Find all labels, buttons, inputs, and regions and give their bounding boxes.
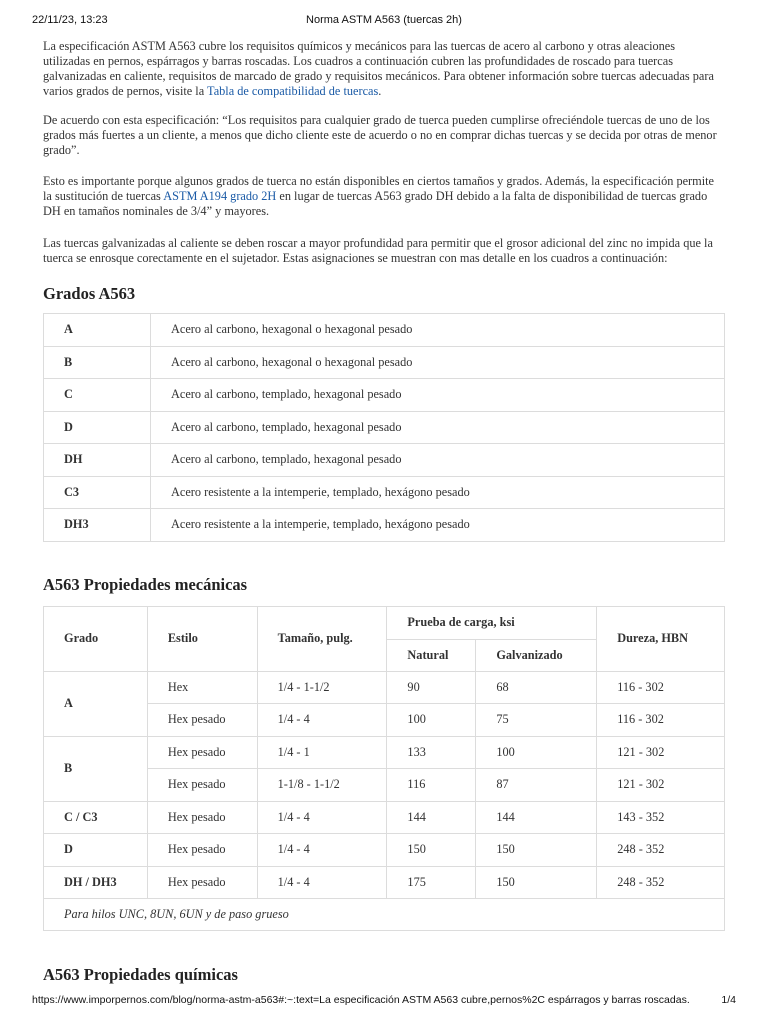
intro-paragraph-1-end: .: [378, 84, 382, 98]
table-row: [44, 346, 725, 379]
natural-cell: 175: [387, 866, 476, 899]
intro-paragraph-3-text-b: en lugar de tuercas A563 grado DH debido a la falta de disponibilidad de tuercas grado DH en tamaños nominales de 3/4” y mayores.: [43, 189, 708, 218]
grade-desc-cell: Acero al carbono, templado, hexagonal pesado: [151, 379, 725, 412]
natural-cell: 150: [387, 834, 476, 867]
hardness-cell: 143 - 352: [597, 801, 725, 834]
size-cell: 1/4 - 4: [257, 801, 387, 834]
size-cell: 1/4 - 4: [257, 834, 387, 867]
table-row: [44, 834, 725, 867]
header-grade: Grado: [44, 606, 148, 671]
galvanized-cell: 87: [476, 769, 597, 802]
style-cell: Hex pesado: [147, 834, 257, 867]
table-row: [44, 444, 725, 477]
mechanical-heading: A563 Propiedades mecánicas: [43, 574, 248, 594]
intro-paragraph-1-text: La especificación ASTM A563 cubre los requisitos químicos y mecánicos para las tuercas de acero al carbono y otras aleaciones utilizadas en pernos, espárragos y barras roscadas. Los cuadros a continuación cubren las profundidades de roscado para tuercas galvanizadas en caliente, requisitos de marcado de grado y requisitos mecánicos. Para obtener información sobre tuercas adecuadas para varios grados de pernos, visite la: [43, 39, 714, 98]
grade-cell: C3: [44, 476, 151, 509]
hardness-cell: 248 - 352: [597, 834, 725, 867]
grade-cell: D: [44, 834, 148, 867]
table-row: [44, 866, 725, 899]
astm-a194-link[interactable]: ASTM A194 grado 2H: [163, 189, 277, 203]
grades-heading: Grados A563: [43, 284, 136, 303]
galvanized-cell: 100: [476, 736, 597, 769]
header-size: Tamaño, pulg.: [257, 606, 387, 671]
table-row: [44, 411, 725, 444]
table-note: Para hilos UNC, 8UN, 6UN y de paso grueso: [44, 899, 725, 931]
grade-desc-cell: Acero resistente a la intemperie, templado, hexágono pesado: [151, 509, 725, 542]
grade-desc-cell: Acero al carbono, templado, hexagonal pesado: [151, 411, 725, 444]
mechanical-table: [43, 606, 725, 932]
intro-paragraph-2: De acuerdo con esta especificación: “Los requisitos para cualquier grado de tuerca pueden cumplirse ofreciéndole tuercas de uno de los grados más fuertes a un cliente, a menos que dicho cliente este de acuerdo o no en comprar dichas tuercas y se decida por otras de menor grado”.: [43, 113, 717, 157]
table-note-row: [44, 899, 725, 931]
table-row: [44, 671, 725, 704]
grade-desc-cell: Acero al carbono, templado, hexagonal pesado: [151, 444, 725, 477]
table-row: [44, 379, 725, 412]
style-cell: Hex: [147, 671, 257, 704]
header-style: Estilo: [147, 606, 257, 671]
header-proof-load: Prueba de carga, ksi: [387, 606, 597, 639]
size-cell: 1/4 - 1-1/2: [257, 671, 387, 704]
size-cell: 1/4 - 4: [257, 704, 387, 737]
hardness-cell: 121 - 302: [597, 769, 725, 802]
grades-table: [43, 313, 725, 542]
article-content: [43, 39, 725, 985]
natural-cell: 90: [387, 671, 476, 704]
hardness-cell: 116 - 302: [597, 671, 725, 704]
intro-paragraph-3: [43, 174, 725, 219]
grade-cell: D: [44, 411, 151, 444]
galvanized-cell: 150: [476, 866, 597, 899]
grade-cell: C: [44, 379, 151, 412]
grade-cell: A: [44, 314, 151, 347]
grade-cell: C / C3: [44, 801, 148, 834]
natural-cell: 133: [387, 736, 476, 769]
grade-cell: B: [44, 346, 151, 379]
grade-desc-cell: Acero resistente a la intemperie, templado, hexágono pesado: [151, 476, 725, 509]
galvanized-cell: 75: [476, 704, 597, 737]
chemical-heading: A563 Propiedades químicas: [43, 965, 238, 984]
print-url: https://www.imporpernos.com/blog/norma-astm-a563#:~:text=La especificación ASTM A563 cubre,pernos%2C espárragos y barras roscadas.: [32, 994, 690, 1006]
grade-cell: DH: [44, 444, 151, 477]
style-cell: Hex pesado: [147, 769, 257, 802]
hardness-cell: 248 - 352: [597, 866, 725, 899]
table-row: [44, 801, 725, 834]
style-cell: Hex pesado: [147, 736, 257, 769]
natural-cell: 116: [387, 769, 476, 802]
hardness-cell: 116 - 302: [597, 704, 725, 737]
size-cell: 1/4 - 4: [257, 866, 387, 899]
grade-cell: DH3: [44, 509, 151, 542]
print-date: 22/11/23, 13:23: [32, 14, 108, 26]
grade-desc-cell: Acero al carbono, hexagonal o hexagonal pesado: [151, 346, 725, 379]
table-row: [44, 314, 725, 347]
style-cell: Hex pesado: [147, 801, 257, 834]
header-galvanized: Galvanizado: [476, 639, 597, 671]
galvanized-cell: 144: [476, 801, 597, 834]
hardness-cell: 121 - 302: [597, 736, 725, 769]
grade-cell: DH / DH3: [44, 866, 148, 899]
size-cell: 1-1/8 - 1-1/2: [257, 769, 387, 802]
intro-paragraph-3-text-a: Esto es importante porque algunos grados de tuerca no están disponibles en ciertos tamaños y grados. Además, la especificación permite la sustitución de tuercas: [43, 174, 715, 203]
print-footer: [32, 994, 736, 1010]
page-number: 1/4: [721, 994, 736, 1006]
print-header: [32, 14, 736, 30]
galvanized-cell: 68: [476, 671, 597, 704]
size-cell: 1/4 - 1: [257, 736, 387, 769]
grade-cell: B: [44, 736, 148, 801]
intro-paragraph-1: [43, 39, 725, 99]
style-cell: Hex pesado: [147, 866, 257, 899]
header-hardness: Dureza, HBN: [597, 606, 725, 671]
grade-cell: A: [44, 671, 148, 736]
style-cell: Hex pesado: [147, 704, 257, 737]
nut-compatibility-link[interactable]: Tabla de compatibilidad de tuercas: [207, 84, 379, 98]
table-row: [44, 509, 725, 542]
natural-cell: 144: [387, 801, 476, 834]
print-page-title: Norma ASTM A563 (tuercas 2h): [306, 14, 462, 26]
galvanized-cell: 150: [476, 834, 597, 867]
header-natural: Natural: [387, 639, 476, 671]
natural-cell: 100: [387, 704, 476, 737]
table-row: [44, 476, 725, 509]
table-row: [44, 736, 725, 769]
intro-paragraph-4: Las tuercas galvanizadas al caliente se deben roscar a mayor profundidad para permitir que el grosor adicional del zinc no impida que la tuerca se enrosque corectamente en el sujetador. Estas asignaciones se muestran con mas detalle en los cuadros a continuación:: [43, 236, 713, 265]
grade-desc-cell: Acero al carbono, hexagonal o hexagonal pesado: [151, 314, 725, 347]
